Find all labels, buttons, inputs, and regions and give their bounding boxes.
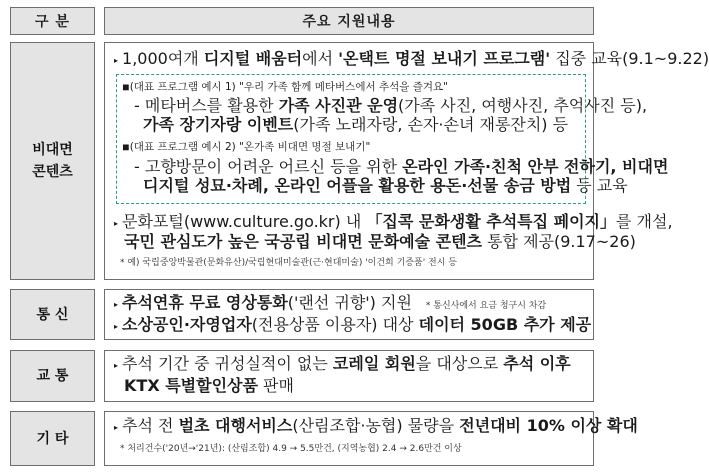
arrow-icon: ▸ <box>114 56 119 65</box>
example-1-line-1: - 메타버스를 활용한 가족 사진관 운영(가족 사진, 여행사진, 추억사진 등), <box>134 96 648 115</box>
section-label-text: 기 타 <box>36 430 69 447</box>
telecom-bullet-2: ▸ 소상공인·자영업자(전용상품 이용자) 대상 데이터 50GB 추가 제공 <box>114 315 592 334</box>
section-label-text: 비대면 콘텐츠 <box>32 142 73 180</box>
arrow-icon: ▸ <box>114 361 119 370</box>
telecom-bullet-1: ▸ 추석연휴 무료 영상통화('랜선 귀향') 지원 * 통신사에서 요금 청구시 차감 <box>114 293 547 312</box>
section-label-text: 통 신 <box>36 306 69 323</box>
example-1-line-2: 가족 장기자랑 이벤트(가족 노래자랑, 손자·손녀 재롱잔치) 등 <box>143 115 569 134</box>
example-2-line-1: - 고향방문이 어려운 어르신 등을 위한 온라인 가족·친척 안부 전하기, 비대면 <box>134 157 669 176</box>
header-category-cell <box>10 7 95 35</box>
section-label-transport <box>10 350 95 402</box>
untact-bullet-2: ▸ 문화포털(www.culture.go.kr) 내 「집콕 문화생활 추석특집 페이지」를 개설, <box>114 212 673 231</box>
example-2-title: ◾(대표 프로그램 예시 2) "온가족 비대면 명절 보내기" <box>122 141 371 153</box>
example-2-line-2: 디지털 성묘·차례, 온라인 어플을 활용한 용돈·선물 송금 방법 등 교육 <box>143 176 628 195</box>
header-content-cell <box>104 7 594 35</box>
example-1-title: ◾(대표 프로그램 예시 1) "우리 가족 함께 메타버스에서 추석을 즐겨요" <box>122 81 448 93</box>
transport-bullet-1-cont: KTX 특별할인상품 판매 <box>124 376 294 395</box>
arrow-icon: ▸ <box>114 300 119 309</box>
transport-bullet-1: ▸ 추석 기간 중 귀성실적이 없는 코레일 회원을 대상으로 추석 이후 <box>114 354 571 373</box>
others-bullet-1: ▸ 추석 전 벌초 대행서비스(산림조합·농협) 물량을 전년대비 10% 이상 확대 <box>114 416 638 435</box>
section-label-others <box>10 411 95 466</box>
section-label-untact-content <box>10 42 95 280</box>
others-note: * 처리건수('20년→'21년): (산림조합) 4.9 → 5.5만건, (지역농협) 2.4 → 2.6만건 이상 <box>120 444 462 454</box>
untact-bullet-2-cont: 국민 관심도가 높은 국공립 비대면 문화예술 콘텐츠 통합 제공(9.17~26) <box>124 232 636 251</box>
arrow-icon: ▸ <box>114 322 119 331</box>
header-category-label: 구 분 <box>35 14 70 30</box>
section-label-text: 교 통 <box>36 368 69 384</box>
section-label-telecom <box>10 289 95 340</box>
arrow-icon: ▸ <box>114 423 119 432</box>
untact-note: * 예) 국립중앙박물관(문화유산)/국립현대미술관(근·현대미술) '이건희 기증품' 전시 등 <box>120 258 457 268</box>
arrow-icon: ▸ <box>114 219 119 228</box>
untact-bullet-1: ▸ 1,000여개 디지털 배움터에서 '온택트 명절 보내기 프로그램' 집중 교육(9.1~9.22) <box>114 49 709 68</box>
header-content-label: 주요 지원내용 <box>302 14 396 30</box>
